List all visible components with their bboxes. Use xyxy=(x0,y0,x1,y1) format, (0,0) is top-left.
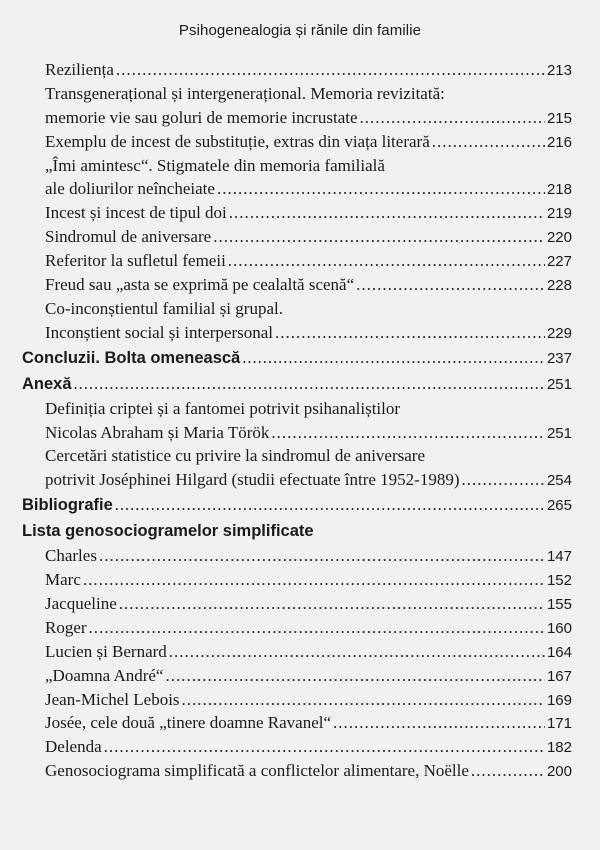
dot-leader xyxy=(333,711,545,735)
dot-leader xyxy=(104,735,545,759)
toc-entry-row xyxy=(0,249,600,273)
toc-entry xyxy=(45,225,600,250)
toc-page-number: 200 xyxy=(546,763,572,781)
toc-entry xyxy=(45,759,600,784)
dot-leader xyxy=(99,544,545,568)
toc-entry-row xyxy=(0,225,600,249)
toc-entry-row xyxy=(0,444,600,468)
toc-entry-title: Co-inconștientul familial și grupal. xyxy=(45,298,283,318)
toc-entry-row xyxy=(0,664,600,688)
toc-section-row xyxy=(0,518,600,544)
toc-page-number: 254 xyxy=(546,472,572,490)
dot-leader xyxy=(213,225,545,249)
toc-entry xyxy=(22,492,600,519)
toc-section-row xyxy=(0,371,600,397)
toc-entry xyxy=(45,664,600,689)
toc-entry-title: Definiția criptei și a fantomei potrivit psihanaliștilor xyxy=(45,398,401,418)
toc-entry-row xyxy=(0,468,600,492)
toc-entry xyxy=(45,735,600,760)
dot-leader xyxy=(89,616,545,640)
toc-page-number: 251 xyxy=(546,375,572,393)
toc-entry xyxy=(45,568,600,593)
toc-page-number: 182 xyxy=(546,739,572,757)
dot-leader xyxy=(275,321,545,345)
dot-leader xyxy=(356,273,545,297)
toc-entry xyxy=(45,321,600,346)
dot-leader xyxy=(229,201,545,225)
toc-entry-title: Transgenerațional și intergenerațional. Memoria revizitată: xyxy=(45,83,445,103)
toc-page-number: 152 xyxy=(546,572,572,590)
toc-page-number: 220 xyxy=(546,229,572,247)
toc-page-number: 213 xyxy=(546,62,572,79)
toc-entry-title: Reziliența xyxy=(45,60,114,79)
toc-entry xyxy=(45,421,600,446)
toc-entry-title: Josée, cele două „tinere doamne Ravanel“ xyxy=(45,713,332,733)
toc-entry-title: Lista genosociogramelor simplificate xyxy=(22,522,314,541)
dot-leader xyxy=(228,249,545,273)
toc-entry-row xyxy=(0,130,600,154)
running-head: Psihogenealogia și rănile din familie xyxy=(178,22,422,39)
toc-page-number: 219 xyxy=(546,205,572,223)
toc-entry-title: Charles xyxy=(45,546,97,566)
toc-entry xyxy=(45,106,600,131)
toc-page-number: 155 xyxy=(546,596,572,614)
toc-entry xyxy=(45,130,600,155)
dot-leader xyxy=(74,371,545,397)
toc-entry-row xyxy=(0,544,600,568)
dot-leader xyxy=(169,640,545,664)
toc-entry xyxy=(45,711,600,736)
toc-entry xyxy=(45,468,600,493)
toc-page-number: 251 xyxy=(546,424,572,442)
toc-page-number: 147 xyxy=(546,548,572,566)
toc-entry-title: Roger xyxy=(45,617,87,637)
dot-leader xyxy=(115,492,545,518)
toc-entry-row xyxy=(0,759,600,783)
dot-leader xyxy=(116,58,545,82)
toc-entry-row xyxy=(0,106,600,130)
toc-entry xyxy=(45,201,600,226)
dot-leader xyxy=(165,664,544,688)
toc-entry-row xyxy=(0,58,600,82)
dot-leader xyxy=(462,468,545,492)
toc-entry-row xyxy=(0,421,600,445)
toc-section-row xyxy=(0,345,600,371)
toc-page-number: 171 xyxy=(546,715,572,733)
dot-leader xyxy=(271,421,545,445)
toc-entry xyxy=(45,592,600,617)
toc-page-number: 216 xyxy=(546,133,572,151)
toc-page-number: 218 xyxy=(546,181,572,199)
toc-entry-title: Cercetări statistice cu privire la sindromul de aniversare xyxy=(45,446,425,466)
toc-page-number: 164 xyxy=(546,643,572,661)
toc-entry-row xyxy=(0,640,600,664)
toc-entry-row xyxy=(0,397,600,421)
table-of-contents xyxy=(0,58,600,783)
toc-entry-title: Referitor la sufletul femeii xyxy=(45,251,226,271)
toc-entry xyxy=(22,371,600,398)
dot-leader xyxy=(83,568,545,592)
toc-entry-row xyxy=(0,688,600,712)
dot-leader xyxy=(182,688,545,712)
toc-entry xyxy=(45,640,600,665)
toc-page-number: 265 xyxy=(546,497,572,515)
toc-entry-title: Freud sau „asta se exprimă pe cealaltă scenă“ xyxy=(45,275,355,295)
toc-entry xyxy=(45,58,600,83)
dot-leader xyxy=(471,759,545,783)
toc-entry xyxy=(45,249,600,274)
toc-entry-title: Lucien și Bernard xyxy=(45,641,167,661)
toc-entry-row xyxy=(0,735,600,759)
toc-entry-row xyxy=(0,568,600,592)
toc-section-row xyxy=(0,492,600,518)
toc-entry-title: Exemplu de incest de substituție, extras din viața literară xyxy=(45,131,430,151)
toc-entry-title: Anexă xyxy=(22,374,72,393)
toc-page-number: 215 xyxy=(546,109,572,127)
toc-entry-row xyxy=(0,616,600,640)
toc-entry xyxy=(45,616,600,641)
toc-entry-title: Jacqueline xyxy=(45,594,117,614)
toc-entry-row xyxy=(0,201,600,225)
dot-leader xyxy=(432,130,545,154)
toc-page-number: 167 xyxy=(546,667,572,685)
toc-entry xyxy=(45,273,600,298)
toc-entry-row xyxy=(0,273,600,297)
toc-entry-row xyxy=(0,82,600,106)
toc-entry xyxy=(45,688,600,713)
toc-entry-title: Marc xyxy=(45,570,81,590)
toc-entry-title: Genosociograma simplificată a conflictelor alimentare, Noëlle xyxy=(45,761,469,781)
toc-entry-title: „Doamna André“ xyxy=(45,665,164,685)
toc-page-number: 160 xyxy=(546,619,572,637)
toc-entry-title: Incest și incest de tipul doi xyxy=(45,203,227,223)
toc-page-number: 237 xyxy=(546,349,572,367)
toc-entry-title: potrivit Joséphinei Hilgard (studii efectuate între 1952-1989) xyxy=(45,470,460,490)
toc-page-number: 169 xyxy=(546,691,572,709)
toc-entry-title: Concluzii. Bolta omenească xyxy=(22,348,241,367)
dot-leader xyxy=(242,345,545,371)
toc-entry-title: Bibliografie xyxy=(22,496,113,515)
toc-entry-title: ale doliurilor neîncheiate xyxy=(45,179,215,199)
toc-entry-row xyxy=(0,154,600,178)
toc-entry-title: Sindromul de aniversare xyxy=(45,227,212,247)
dot-leader xyxy=(217,177,545,201)
dot-leader xyxy=(119,592,545,616)
toc-entry-title: Delenda xyxy=(45,737,102,757)
toc-entry-title: Jean-Michel Lebois xyxy=(45,689,180,709)
toc-entry xyxy=(45,544,600,569)
toc-entry-title: „Îmi amintesc“. Stigmatele din memoria familială xyxy=(45,155,385,175)
toc-entry xyxy=(45,177,600,202)
toc-entry xyxy=(22,345,600,372)
toc-page-number: 229 xyxy=(546,324,572,342)
toc-entry-title: Nicolas Abraham și Maria Török xyxy=(45,422,270,442)
toc-entry-title: Inconștient social și interpersonal xyxy=(45,322,274,342)
toc-page-number: 227 xyxy=(546,253,572,271)
toc-entry-row xyxy=(0,177,600,201)
toc-page-number: 228 xyxy=(546,277,572,295)
toc-entry-row xyxy=(0,321,600,345)
toc-entry-title: memorie vie sau goluri de memorie incrustate xyxy=(45,107,358,127)
dot-leader xyxy=(360,106,545,130)
toc-entry-row xyxy=(0,711,600,735)
toc-entry-row xyxy=(0,592,600,616)
toc-entry-row xyxy=(0,297,600,321)
